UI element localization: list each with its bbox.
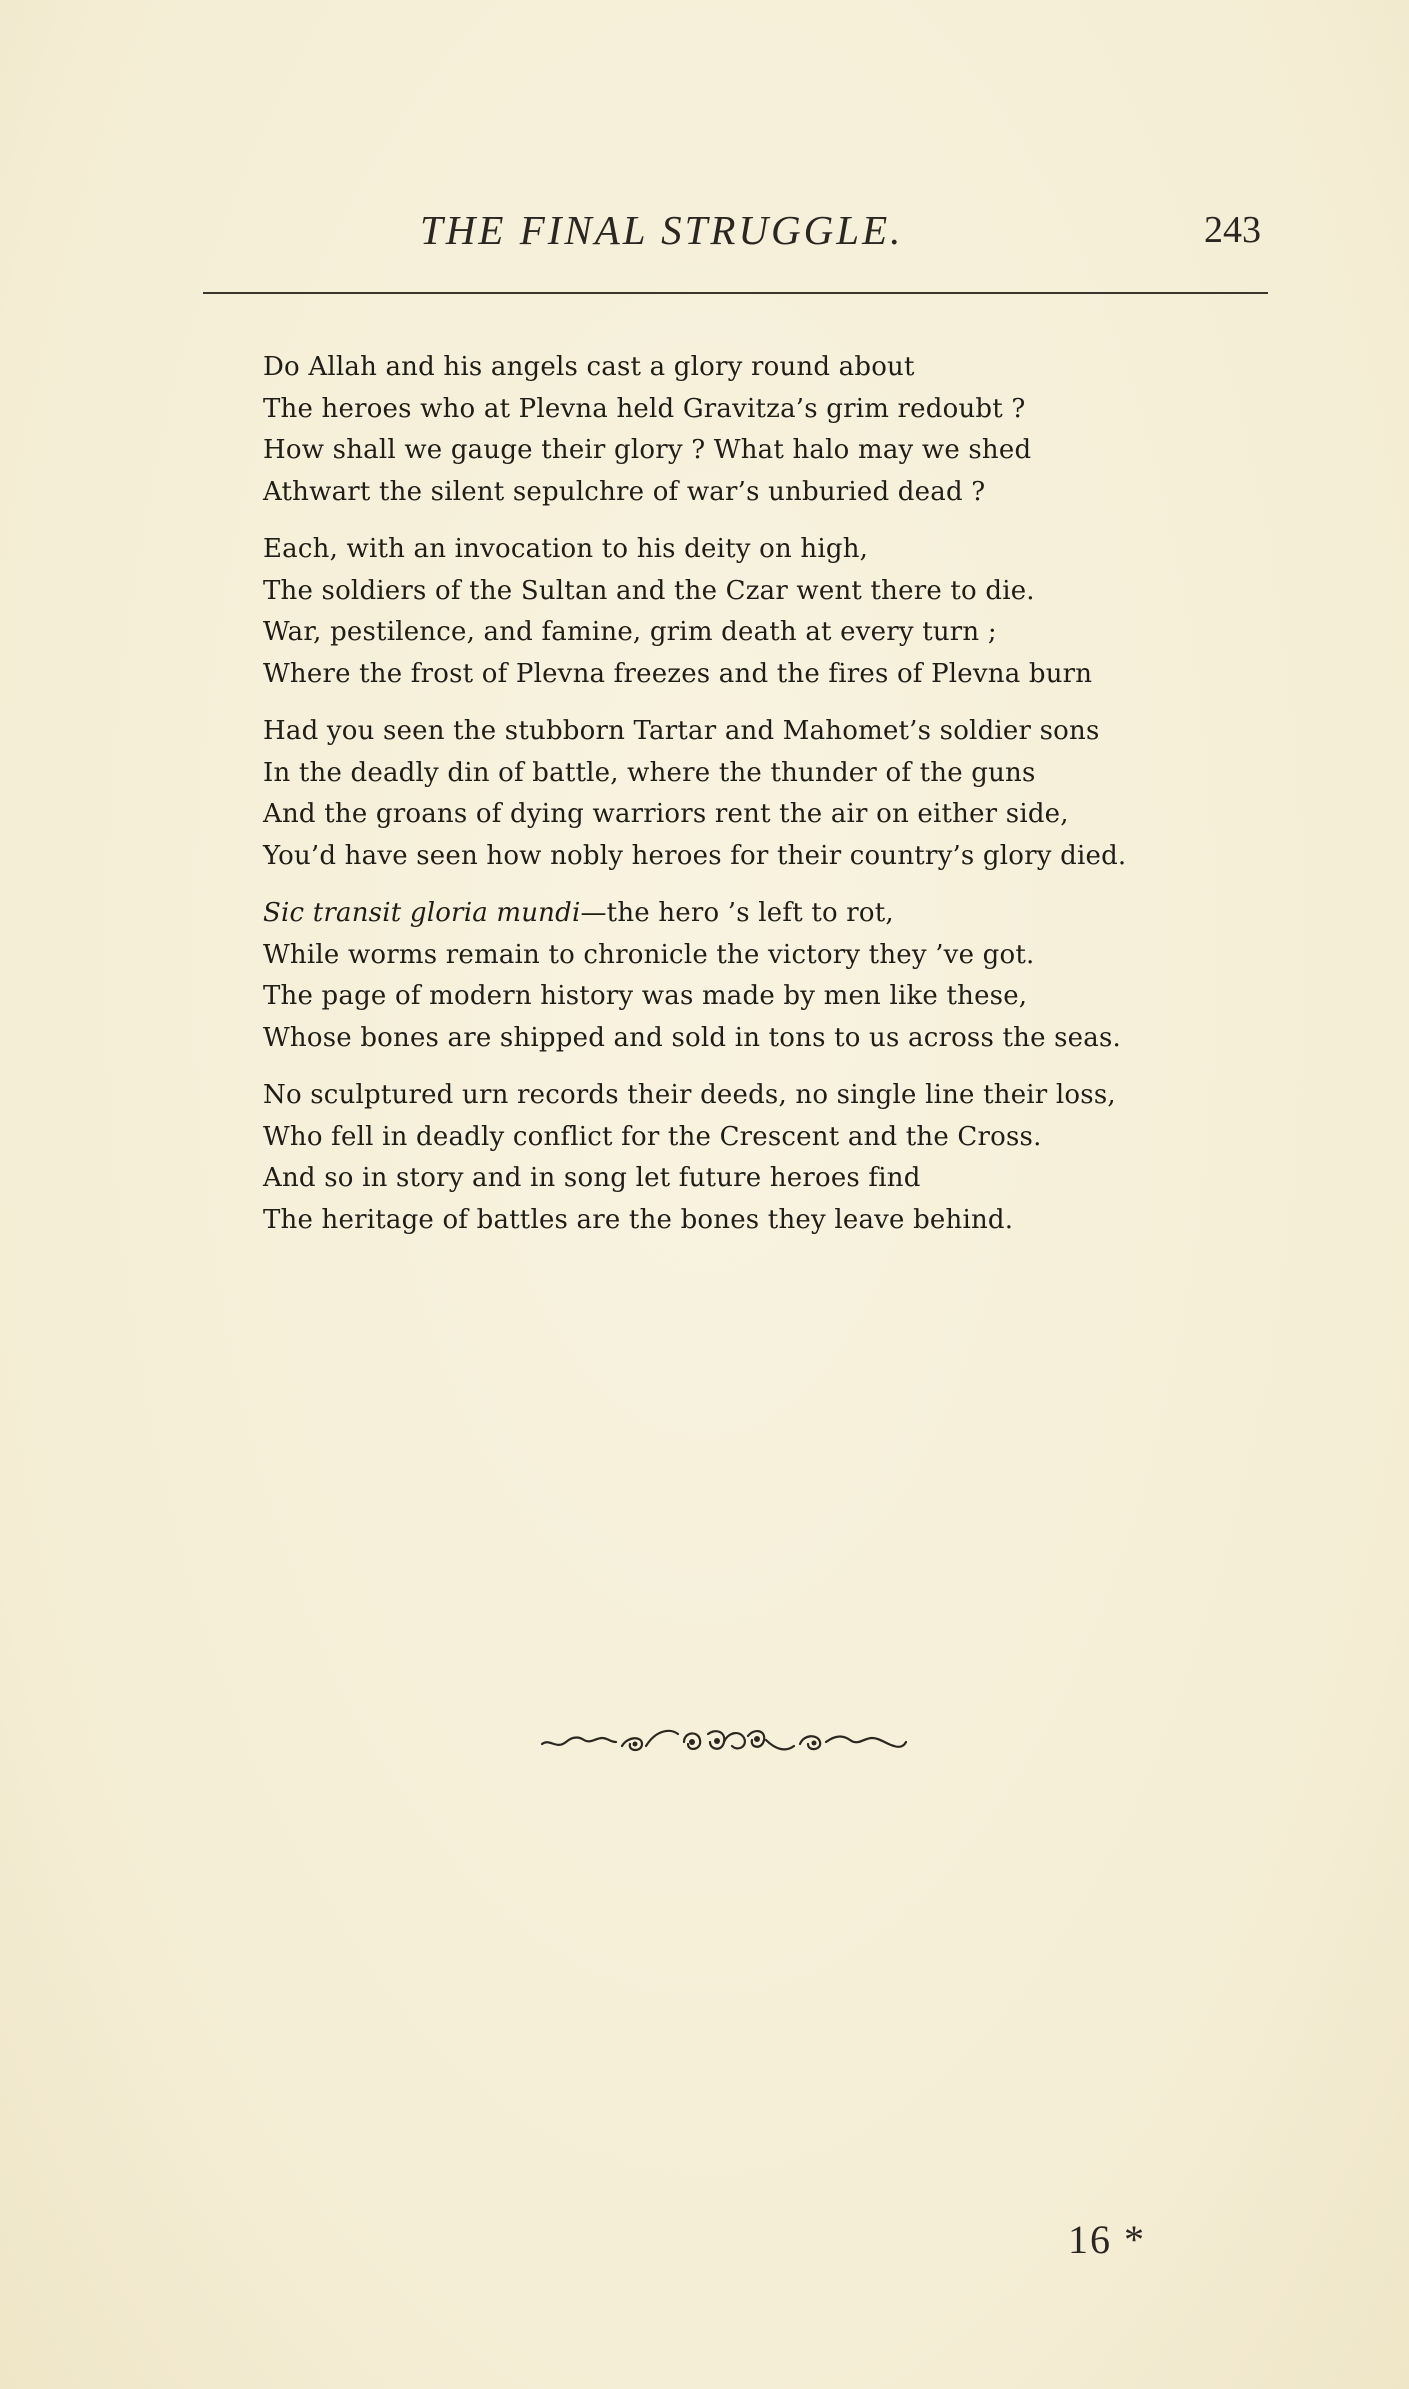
running-head <box>0 206 1409 266</box>
stanza-2 <box>263 529 1263 695</box>
poem-line: Whose bones are shipped and sold in tons to us across the seas. <box>263 1022 1121 1053</box>
poem-line: The page of modern history was made by men like these, <box>263 981 1028 1011</box>
poem-line: In the deadly din of battle, where the thunder of the guns <box>263 757 1036 788</box>
poem-line: Who fell in deadly conflict for the Crescent and the Cross. <box>263 1121 1042 1152</box>
stanza-5 <box>263 1075 1263 1241</box>
stanza-1 <box>263 347 1263 513</box>
poem-line <box>263 893 1263 935</box>
poem-line: You’d have seen how nobly heroes for their country’s glory died. <box>263 840 1127 871</box>
poem-line: How shall we gauge their glory ? What halo may we shed <box>263 435 1032 465</box>
poem-line: Do Allah and his angels cast a glory round about <box>263 352 915 382</box>
stanza-4 <box>263 893 1263 1059</box>
signature-mark: 16 * <box>1068 2217 1146 2262</box>
poem-line: Had you seen the stubborn Tartar and Mahomet’s soldier sons <box>263 716 1100 746</box>
poem <box>263 347 1263 1257</box>
poem-line: While worms remain to chronicle the victory they ’ve got. <box>263 939 1035 970</box>
poem-line: And so in story and in song let future heroes find <box>263 1163 921 1193</box>
poem-line: War, pestilence, and famine, grim death at every turn ; <box>263 617 997 647</box>
poem-line: Where the frost of Plevna freezes and the fires of Plevna burn <box>263 658 1093 689</box>
poem-line: And the groans of dying warriors rent the air on either side, <box>263 799 1069 829</box>
poem-line: Athwart the silent sepulchre of war’s unburied dead ? <box>263 476 986 507</box>
running-title: THE FINAL STRUGGLE. <box>420 207 904 253</box>
poem-line: The heritage of battles are the bones they leave behind. <box>263 1204 1014 1235</box>
poem-line: Each, with an invocation to his deity on high, <box>263 534 869 564</box>
poem-line-rest: —the hero ’s left to rot, <box>580 898 894 928</box>
page-number: 243 <box>1204 209 1261 251</box>
poem-line: The soldiers of the Sultan and the Czar went there to die. <box>263 575 1035 606</box>
scroll-flourish-icon <box>538 1724 910 1760</box>
stanza-3 <box>263 711 1263 877</box>
poem-line: No sculptured urn records their deeds, no single line their loss, <box>263 1080 1116 1110</box>
header-rule <box>203 292 1268 294</box>
latin-phrase: Sic transit gloria mundi <box>263 898 581 928</box>
poem-line: The heroes who at Plevna held Gravitza’s grim redoubt ? <box>263 393 1026 424</box>
